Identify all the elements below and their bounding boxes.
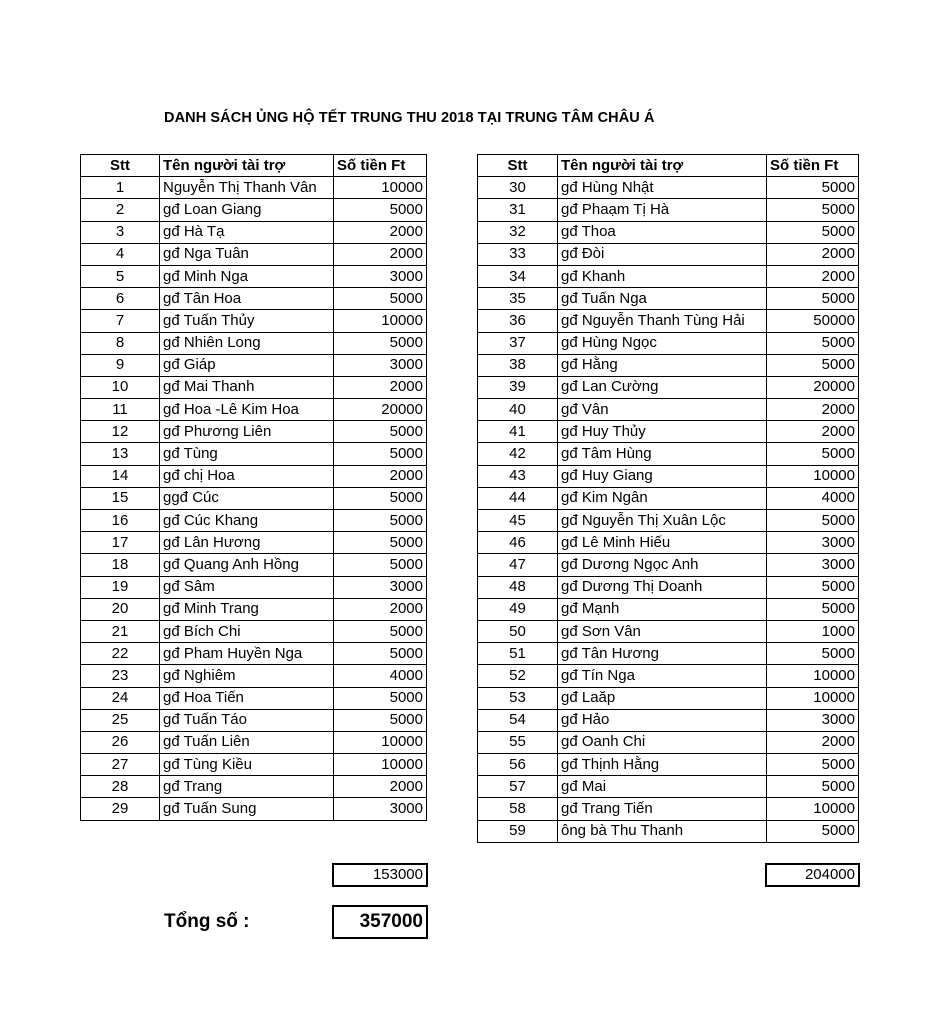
table-row [478, 554, 859, 576]
row-stt: 42 [478, 443, 558, 465]
row-donor-name: gđ Laăp [558, 687, 767, 709]
row-amount: 5000 [767, 576, 859, 598]
row-donor-name: gđ Kim Ngân [558, 487, 767, 509]
table-header-row [478, 155, 859, 177]
table-row [81, 643, 427, 665]
row-stt: 47 [478, 554, 558, 576]
row-donor-name: gđ Hà Tạ [160, 221, 334, 243]
row-stt: 22 [81, 643, 160, 665]
row-stt: 8 [81, 332, 160, 354]
header-donor-name: Tên người tài trợ [558, 155, 767, 177]
row-amount: 3000 [767, 532, 859, 554]
row-amount: 5000 [767, 643, 859, 665]
row-donor-name: gđ chị Hoa [160, 465, 334, 487]
table-row [478, 620, 859, 642]
row-amount: 5000 [334, 487, 427, 509]
header-stt: Stt [81, 155, 160, 177]
row-stt: 34 [478, 265, 558, 287]
row-donor-name: gđ Hằng [558, 354, 767, 376]
row-donor-name: gđ Phaạm Tị Hà [558, 199, 767, 221]
table-row [478, 465, 859, 487]
row-stt: 15 [81, 487, 160, 509]
row-amount: 50000 [767, 310, 859, 332]
row-amount: 5000 [334, 532, 427, 554]
row-donor-name: gđ Hoa -Lê Kim Hoa [160, 399, 334, 421]
table-row [478, 776, 859, 798]
row-stt: 48 [478, 576, 558, 598]
grand-total-value: 357000 [332, 905, 428, 939]
row-stt: 41 [478, 421, 558, 443]
row-donor-name: gđ Tuấn Liên [160, 731, 334, 753]
row-stt: 54 [478, 709, 558, 731]
row-donor-name: gđ Nguyễn Thanh Tùng Hải [558, 310, 767, 332]
table-row [81, 687, 427, 709]
row-donor-name: gđ Cúc Khang [160, 510, 334, 532]
row-amount: 3000 [334, 354, 427, 376]
table-row [478, 310, 859, 332]
table-row [478, 177, 859, 199]
row-stt: 58 [478, 798, 558, 820]
row-donor-name: gđ Tân Hương [558, 643, 767, 665]
row-donor-name: gđ Hảo [558, 709, 767, 731]
row-stt: 57 [478, 776, 558, 798]
table-row [478, 288, 859, 310]
row-amount: 5000 [767, 598, 859, 620]
row-stt: 13 [81, 443, 160, 465]
row-donor-name: gđ Hùng Nhật [558, 177, 767, 199]
row-amount: 5000 [767, 754, 859, 776]
row-amount: 10000 [334, 754, 427, 776]
subtotal-left: 153000 [332, 863, 428, 887]
row-donor-name: gđ Tâm Hùng [558, 443, 767, 465]
table-row [81, 376, 427, 398]
row-amount: 2000 [767, 243, 859, 265]
row-amount: 5000 [334, 620, 427, 642]
table-row [81, 199, 427, 221]
row-stt: 11 [81, 399, 160, 421]
row-stt: 44 [478, 487, 558, 509]
table-row [81, 620, 427, 642]
table-row [81, 288, 427, 310]
table-header-row [81, 155, 427, 177]
row-amount: 5000 [334, 332, 427, 354]
row-donor-name: gđ Nga Tuân [160, 243, 334, 265]
row-stt: 59 [478, 820, 558, 842]
table-row [478, 576, 859, 598]
row-donor-name: gđ Trang [160, 776, 334, 798]
row-amount: 5000 [767, 288, 859, 310]
row-amount: 10000 [334, 310, 427, 332]
table-row [81, 465, 427, 487]
table-row [81, 354, 427, 376]
table-row [478, 709, 859, 731]
table-row [81, 487, 427, 509]
row-amount: 4000 [334, 665, 427, 687]
row-donor-name: gđ Bích Chi [160, 620, 334, 642]
table-row [478, 665, 859, 687]
table-row [81, 731, 427, 753]
row-stt: 23 [81, 665, 160, 687]
row-donor-name: gđ Mạnh [558, 598, 767, 620]
row-amount: 3000 [334, 265, 427, 287]
row-amount: 10000 [334, 731, 427, 753]
row-stt: 32 [478, 221, 558, 243]
table-row [81, 265, 427, 287]
table-row [81, 598, 427, 620]
table-row [478, 443, 859, 465]
row-donor-name: gđ Tín Nga [558, 665, 767, 687]
row-donor-name: Nguyễn Thị Thanh Vân [160, 177, 334, 199]
table-row [478, 510, 859, 532]
row-stt: 55 [478, 731, 558, 753]
grand-total-label: Tổng số : [164, 911, 250, 932]
row-stt: 26 [81, 731, 160, 753]
row-donor-name: gđ Khanh [558, 265, 767, 287]
row-amount: 3000 [334, 576, 427, 598]
row-donor-name: gđ Trang Tiến [558, 798, 767, 820]
row-donor-name: gđ Loan Giang [160, 199, 334, 221]
table-row [478, 532, 859, 554]
row-amount: 5000 [767, 443, 859, 465]
row-stt: 5 [81, 265, 160, 287]
row-amount: 20000 [767, 376, 859, 398]
row-donor-name: ông bà Thu Thanh [558, 820, 767, 842]
row-donor-name: gđ Phương Liên [160, 421, 334, 443]
row-stt: 12 [81, 421, 160, 443]
row-donor-name: gđ Nguyễn Thị Xuân Lộc [558, 510, 767, 532]
row-stt: 29 [81, 798, 160, 820]
table-row [81, 221, 427, 243]
table-row [81, 177, 427, 199]
row-amount: 2000 [334, 376, 427, 398]
table-row [478, 487, 859, 509]
row-stt: 38 [478, 354, 558, 376]
table-row [81, 332, 427, 354]
row-amount: 5000 [334, 421, 427, 443]
table-row [478, 731, 859, 753]
row-amount: 5000 [767, 221, 859, 243]
row-donor-name: gđ Tuấn Sung [160, 798, 334, 820]
row-stt: 45 [478, 510, 558, 532]
table-row [478, 243, 859, 265]
table-row [478, 687, 859, 709]
row-donor-name: gđ Sơn Vân [558, 620, 767, 642]
row-amount: 5000 [767, 332, 859, 354]
row-amount: 5000 [334, 510, 427, 532]
subtotal-right: 204000 [765, 863, 860, 887]
row-donor-name: gđ Hùng Ngọc [558, 332, 767, 354]
row-amount: 3000 [767, 709, 859, 731]
row-amount: 10000 [334, 177, 427, 199]
row-stt: 50 [478, 620, 558, 642]
row-amount: 20000 [334, 399, 427, 421]
row-stt: 24 [81, 687, 160, 709]
row-donor-name: gđ Lân Hương [160, 532, 334, 554]
row-amount: 5000 [334, 443, 427, 465]
header-stt: Stt [478, 155, 558, 177]
table-row [478, 221, 859, 243]
row-amount: 2000 [334, 243, 427, 265]
row-donor-name: gđ Oanh Chi [558, 731, 767, 753]
row-stt: 9 [81, 354, 160, 376]
table-row [478, 421, 859, 443]
table-row [81, 554, 427, 576]
table-row [478, 399, 859, 421]
row-amount: 10000 [767, 665, 859, 687]
row-donor-name: gđ Vân [558, 399, 767, 421]
row-stt: 21 [81, 620, 160, 642]
row-amount: 5000 [767, 177, 859, 199]
row-amount: 10000 [767, 687, 859, 709]
row-donor-name: gđ Tuấn Táo [160, 709, 334, 731]
row-stt: 31 [478, 199, 558, 221]
table-row [81, 776, 427, 798]
table-row [478, 376, 859, 398]
row-donor-name: gđ Tân Hoa [160, 288, 334, 310]
row-stt: 49 [478, 598, 558, 620]
table-row [478, 598, 859, 620]
row-stt: 28 [81, 776, 160, 798]
donor-table-right [477, 154, 859, 843]
row-stt: 52 [478, 665, 558, 687]
row-stt: 2 [81, 199, 160, 221]
row-amount: 4000 [767, 487, 859, 509]
row-amount: 10000 [767, 798, 859, 820]
row-amount: 3000 [767, 554, 859, 576]
row-stt: 10 [81, 376, 160, 398]
row-amount: 5000 [334, 199, 427, 221]
table-row [81, 754, 427, 776]
row-stt: 6 [81, 288, 160, 310]
header-amount: Số tiền Ft [334, 155, 427, 177]
row-donor-name: gđ Nghiêm [160, 665, 334, 687]
row-stt: 7 [81, 310, 160, 332]
table-row [81, 399, 427, 421]
table-row [81, 421, 427, 443]
table-row [81, 510, 427, 532]
row-amount: 3000 [334, 798, 427, 820]
row-stt: 27 [81, 754, 160, 776]
row-stt: 30 [478, 177, 558, 199]
table-row [478, 643, 859, 665]
table-row [478, 332, 859, 354]
row-amount: 5000 [334, 288, 427, 310]
row-stt: 20 [81, 598, 160, 620]
row-donor-name: gđ Dương Ngọc Anh [558, 554, 767, 576]
table-row [81, 709, 427, 731]
row-amount: 2000 [334, 221, 427, 243]
row-amount: 1000 [767, 620, 859, 642]
table-row [81, 532, 427, 554]
row-donor-name: gđ Tùng Kiều [160, 754, 334, 776]
row-stt: 18 [81, 554, 160, 576]
row-donor-name: gđ Minh Trang [160, 598, 334, 620]
page-title: DANH SÁCH ỦNG HỘ TẾT TRUNG THU 2018 TẠI TRUNG TÂM CHÂU Á [164, 110, 655, 126]
row-amount: 5000 [334, 687, 427, 709]
row-amount: 10000 [767, 465, 859, 487]
row-stt: 56 [478, 754, 558, 776]
table-row [81, 243, 427, 265]
row-donor-name: gđ Đòi [558, 243, 767, 265]
donor-table-left [80, 154, 427, 821]
row-amount: 5000 [767, 776, 859, 798]
row-stt: 25 [81, 709, 160, 731]
row-stt: 43 [478, 465, 558, 487]
row-stt: 3 [81, 221, 160, 243]
row-stt: 33 [478, 243, 558, 265]
row-donor-name: gđ Nhiên Long [160, 332, 334, 354]
table-row [478, 265, 859, 287]
row-donor-name: gđ Tuấn Nga [558, 288, 767, 310]
row-donor-name: gđ Minh Nga [160, 265, 334, 287]
row-stt: 51 [478, 643, 558, 665]
row-stt: 35 [478, 288, 558, 310]
row-stt: 14 [81, 465, 160, 487]
row-amount: 5000 [767, 820, 859, 842]
row-stt: 37 [478, 332, 558, 354]
row-donor-name: gđ Lan Cường [558, 376, 767, 398]
row-amount: 2000 [767, 731, 859, 753]
table-row [81, 310, 427, 332]
row-amount: 2000 [767, 421, 859, 443]
table-row [478, 754, 859, 776]
row-donor-name: gđ Thịnh Hằng [558, 754, 767, 776]
row-stt: 53 [478, 687, 558, 709]
row-stt: 4 [81, 243, 160, 265]
row-donor-name: gđ Huy Thủy [558, 421, 767, 443]
row-amount: 5000 [767, 199, 859, 221]
row-donor-name: gđ Sâm [160, 576, 334, 598]
table-row [478, 798, 859, 820]
row-stt: 36 [478, 310, 558, 332]
row-stt: 16 [81, 510, 160, 532]
row-amount: 5000 [334, 709, 427, 731]
table-row [81, 665, 427, 687]
row-amount: 2000 [334, 776, 427, 798]
row-amount: 5000 [767, 510, 859, 532]
row-amount: 5000 [767, 354, 859, 376]
row-donor-name: gđ Lê Minh Hiếu [558, 532, 767, 554]
row-stt: 17 [81, 532, 160, 554]
table-row [81, 443, 427, 465]
row-amount: 2000 [334, 465, 427, 487]
table-row [478, 820, 859, 842]
header-donor-name: Tên người tài trợ [160, 155, 334, 177]
row-donor-name: gđ Tuấn Thủy [160, 310, 334, 332]
row-amount: 5000 [334, 554, 427, 576]
table-row [81, 576, 427, 598]
row-donor-name: gđ Tùng [160, 443, 334, 465]
row-donor-name: gđ Quang Anh Hồng [160, 554, 334, 576]
row-amount: 5000 [334, 643, 427, 665]
row-donor-name: gđ Huy Giang [558, 465, 767, 487]
row-donor-name: gđ Hoa Tiến [160, 687, 334, 709]
table-row [81, 798, 427, 820]
row-donor-name: ggđ Cúc [160, 487, 334, 509]
table-row [478, 354, 859, 376]
row-stt: 19 [81, 576, 160, 598]
row-amount: 2000 [334, 598, 427, 620]
row-stt: 39 [478, 376, 558, 398]
row-stt: 1 [81, 177, 160, 199]
table-row [478, 199, 859, 221]
row-donor-name: gđ Dương Thị Doanh [558, 576, 767, 598]
row-donor-name: gđ Thoa [558, 221, 767, 243]
header-amount: Số tiền Ft [767, 155, 859, 177]
row-amount: 2000 [767, 265, 859, 287]
row-stt: 40 [478, 399, 558, 421]
row-amount: 2000 [767, 399, 859, 421]
row-donor-name: gđ Giáp [160, 354, 334, 376]
row-donor-name: gđ Pham Huyền Nga [160, 643, 334, 665]
row-stt: 46 [478, 532, 558, 554]
row-donor-name: gđ Mai [558, 776, 767, 798]
row-donor-name: gđ Mai Thanh [160, 376, 334, 398]
